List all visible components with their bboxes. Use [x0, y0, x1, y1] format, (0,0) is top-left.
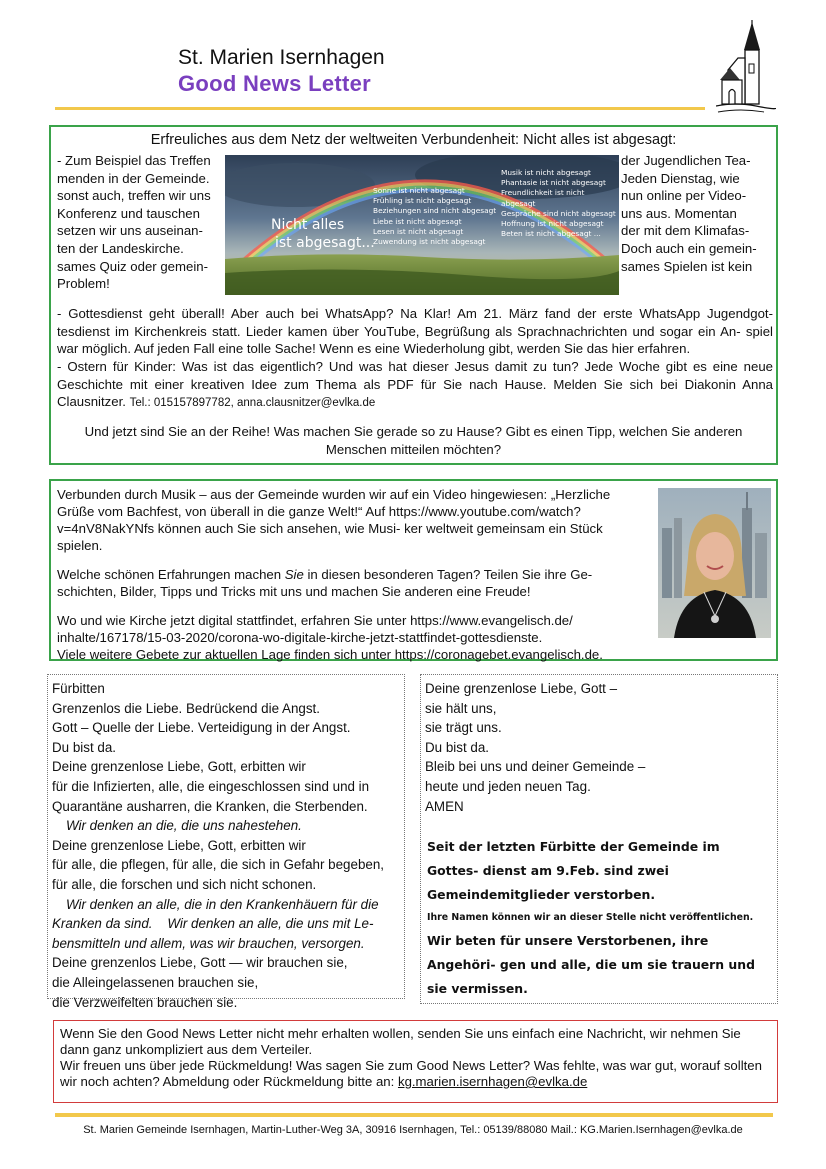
text-line: sames Spielen ist kein	[621, 258, 753, 274]
text-line: Deine grenzenlose Liebe, Gott –	[425, 681, 618, 696]
text-line: AMEN	[425, 798, 464, 814]
text-line: für alle, die forschen und sich nicht schonen.	[52, 876, 317, 892]
banner-list-left	[373, 186, 496, 247]
banner-text: ist abgesagt...	[275, 235, 375, 251]
unsubscribe-notice	[53, 1020, 778, 1103]
text-line: Quarantäne ausharren, die Kranken, die Sterbenden.	[52, 798, 368, 814]
notice-paragraph: Wenn Sie den Good News Letter nicht mehr erhalten wollen, senden Sie uns einfach eine Nachricht, wir nehmen Sie dann ganz unkompliziert aus dem Verteiler.	[60, 1026, 741, 1057]
text-line: Fürbitten	[52, 681, 105, 696]
text-line: Du bist da.	[52, 739, 117, 755]
paragraph-erfahrungen	[57, 566, 651, 600]
paragraph-gottesdienst: - Gottesdienst geht überall! Aber auch bei WhatsApp? Na Klar! Am 21. März fand der erste WhatsApp Jugendgot- tesdienst im Kirchenkreis statt. Lieder kamen über YouTube, Begrüßung als Sprachnachrichten und sogar ein An- spiel war möglich. Auf jeden Fall eine tolle Sache! Wenn es eine Wiederholung gibt, werden Sie das hier erfahren.	[57, 306, 773, 357]
memorial-notice	[427, 835, 773, 1001]
contact-info: Tel.: 015157897782, anna.clausnitzer@evlka.de	[129, 397, 376, 410]
text-line: Konferenz und tauschen	[57, 205, 200, 221]
notice-text	[60, 1026, 772, 1090]
banner-line: Phantasie ist nicht abgesagt	[501, 178, 606, 188]
section-heading: Erfreuliches aus dem Netz der weltweiten Verbundenheit: Nicht alles ist abgesagt:	[150, 132, 677, 148]
header-rule	[55, 107, 705, 110]
fuerbitten-box-right	[420, 674, 778, 1004]
text-line: Kranken da sind. Wir denken an alle, die uns mit Le-	[52, 916, 374, 932]
text-line: sie trägt uns.	[425, 720, 502, 736]
text-line: Du bist da.	[425, 739, 490, 755]
text-line: uns aus. Momentan	[621, 205, 737, 221]
text-line: Bleib bei uns und deiner Gemeinde –	[425, 759, 646, 775]
text-line: Doch auch ein gemein-	[621, 240, 757, 256]
text-line: Jeden Dienstag, wie	[621, 170, 740, 186]
text-line: ten der Landeskirche.	[57, 240, 184, 256]
text-column-left	[57, 152, 223, 293]
text-line: für alle, die pflegen, für alle, die sich in Gefahr begeben,	[52, 857, 385, 873]
text-line: bensmitteln und allem, was wir brauchen, versorgen.	[52, 935, 365, 951]
church-drawing-icon	[716, 20, 776, 116]
banner-line: Frühling ist nicht abgesagt	[373, 196, 472, 206]
parish-title: St. Marien Isernhagen	[178, 46, 385, 69]
text-line: sonst auch, treffen wir uns	[57, 188, 211, 204]
footer-address: St. Marien Gemeinde Isernhagen, Martin-Luther-Weg 3A, 30916 Isernhagen, Tel.: 05139/88080 Mail.: KG.Marien.Isernhagen@evlka.de	[83, 1124, 743, 1136]
banner-line: Beten ist nicht abgesagt ...	[501, 229, 601, 239]
text-line: menden in der Gemeinde.	[57, 170, 210, 186]
memorial-prayer: Wir beten für unsere Verstorbenen, ihre Angehöri- gen und alle, die um sie trauern und sie vermissen.	[427, 933, 755, 996]
text-line: sames Quiz oder gemein-	[57, 258, 208, 274]
text-line: - Zum Beispiel das Treffen	[57, 153, 211, 168]
email-link[interactable]: kg.marien.isernhagen@evlka.de	[397, 1074, 588, 1089]
paragraph-gebete: Viele weitere Gebete zur aktuellen Lage finden sich unter https://coronagebet.evangelisch.de.	[57, 647, 603, 662]
banner-line: Beziehungen sind nicht abgesagt	[373, 206, 497, 216]
emphasis: Sie	[284, 567, 304, 582]
text-line: der Jugendlichen Tea-	[621, 153, 751, 168]
paragraph-ostern-text: - Ostern für Kinder: Was ist das eigentlich? Und was hat dieser Jesus damit zu tun? Jede Woche gibt es eine neue Geschichte mit einer kreativen Idee zum Thema als PDF für Sie nach Hause. Melden Sie sich bei Diakonin Anna Clausnitzer.	[57, 359, 773, 410]
banner-line: Hoffnung ist nicht abgesagt	[501, 219, 604, 229]
banner-line: Musik ist nicht abgesagt	[501, 168, 591, 177]
banner-text: Nicht alles	[271, 217, 345, 233]
text-span: Welche schönen Erfahrungen machen	[57, 567, 285, 582]
text-line: sie hält uns,	[425, 700, 497, 716]
text-line: der mit dem Klimafas-	[621, 223, 750, 239]
text-line: setzen wir uns auseinan-	[57, 223, 203, 239]
text-line: Problem!	[57, 276, 110, 292]
paragraph-kirche-digital: Wo und wie Kirche jetzt digital stattfindet, erfahren Sie unter https://www.evangelisch.de/ inhalte/167178/15-03-2020/corona-wo-digitale-kirche-jetzt-stattfindet-gottesdienste.	[57, 613, 573, 645]
notice-paragraph-2	[60, 1058, 772, 1090]
memorial-note: Ihre Namen können wir an dieser Stelle nicht veröffentlichen.	[427, 912, 754, 923]
section-nicht-alles-abgesagt	[49, 125, 778, 465]
text-line: Wir denken an alle, die in den Krankenhäuern für die	[66, 896, 379, 912]
newsletter-title: Good News Letter	[178, 71, 372, 96]
fuerbitten-text	[52, 679, 384, 1012]
text-line: Gott – Quelle der Liebe. Verteidigung in der Angst.	[52, 720, 351, 736]
paragraph-ostern	[57, 358, 773, 413]
text-column-right	[621, 152, 772, 275]
banner-line: Zuwendung ist nicht abgesagt	[373, 237, 486, 247]
text-line: für die Infizierten, alle, die eingeschlossen sind und in	[52, 778, 370, 794]
rainbow-photo-icon	[225, 155, 619, 295]
section-musik-text	[57, 486, 651, 675]
text-line: Deine grenzenlos Liebe, Gott — wir brauchen sie,	[52, 955, 348, 971]
text-span: Wir freuen uns über jede Rückmeldung! Was sagen Sie zum Good News Letter? Was fehlte, was war gut, worauf sollten wir noch achten? Abmeldung oder Rückmeldung bitte an:	[60, 1058, 762, 1089]
text-line: Grenzenlos die Liebe. Bedrückend die Angst.	[52, 700, 320, 716]
text-line: die Alleingelassenen brauchen sie,	[52, 974, 259, 990]
text-line: nun online per Video-	[621, 188, 747, 204]
fuerbitten-box	[47, 674, 405, 1010]
footer-rule	[55, 1113, 773, 1117]
banner-line: Liebe ist nicht abgesagt	[373, 216, 462, 226]
text-line: Wir denken an die, die uns nahestehen.	[66, 818, 302, 834]
text-line: heute und jeden neuen Tag.	[425, 778, 591, 794]
text-line: die Verzweifelten brauchen sie.	[52, 994, 238, 1010]
banner-line: Gespräche sind nicht abgesagt	[501, 208, 616, 218]
banner-line: Lesen ist nicht abgesagt	[373, 226, 464, 236]
fuerbitten-end-text	[425, 679, 645, 816]
paragraph-bachfest: Verbunden durch Musik – aus der Gemeinde wurden wir auf ein Video hingewiesen: „Herzliche Grüße vom Bachfest, von überall in die ganze Welt!“ Auf https://www.youtube.com/watch?v=4nV8NakYNfs können auch Sie sich ansehen, wie Musi- ker weltweit gemeinsam ein Stück spielen.	[57, 487, 611, 553]
banner-list-right	[501, 168, 619, 239]
text-line: Deine grenzenlose Liebe, Gott, erbitten wir	[52, 759, 306, 775]
call-to-action: Und jetzt sind Sie an der Reihe! Was machen Sie gerade so zu Hause? Gibt es einen Tipp, welchen Sie anderen Menschen mitteilen möchten?	[84, 424, 743, 457]
text-line: Deine grenzenlose Liebe, Gott, erbitten wir	[52, 837, 306, 853]
banner-line: Sonne ist nicht abgesagt	[373, 186, 465, 195]
banner-line: Freundlichkeit ist nicht abgesagt	[501, 188, 585, 208]
memorial-text: Seit der letzten Fürbitte der Gemeinde im Gottes- dienst am 9.Feb. sind zwei Gemeindemitglieder verstorben.	[427, 839, 720, 902]
portrait-photo-icon	[658, 488, 771, 638]
section-musik	[49, 479, 778, 661]
text-span: in diesen besonderen Tagen? Teilen Sie ihre Ge- schichten, Bilder, Tipps und Tricks mit uns und machen Sie anderen eine Freude!	[57, 567, 593, 599]
